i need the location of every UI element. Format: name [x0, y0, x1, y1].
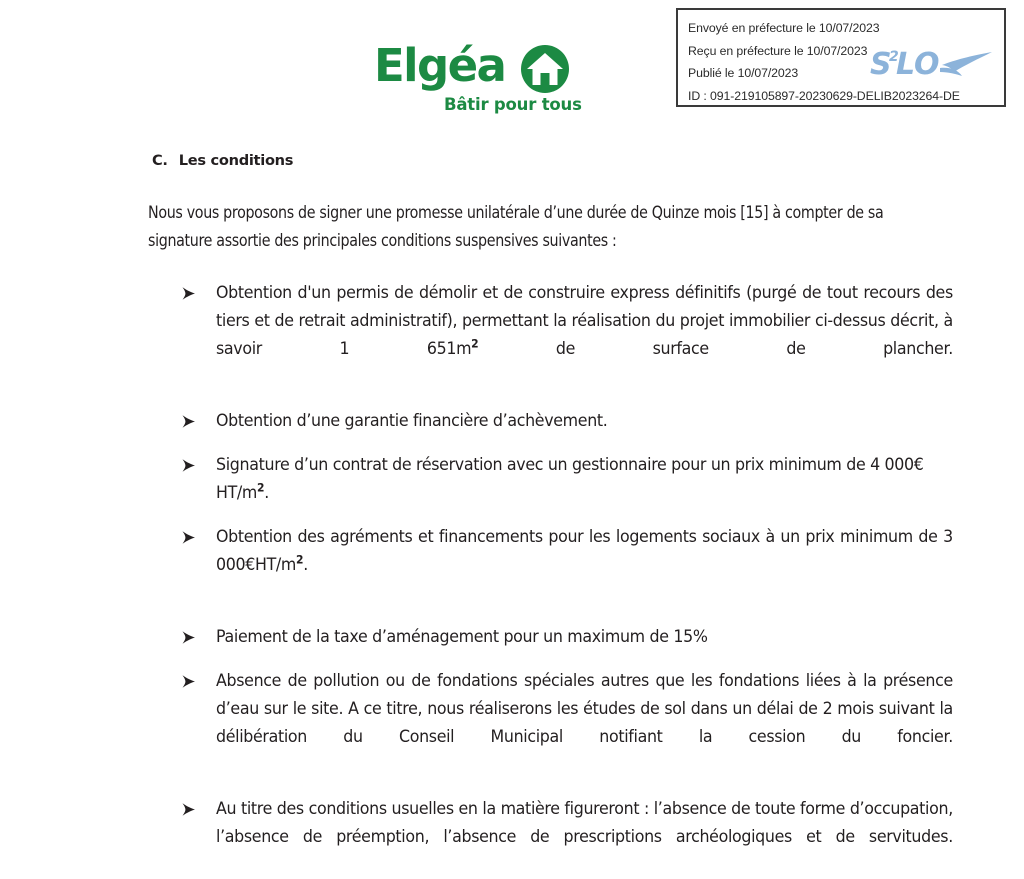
brand-wordmark: Elgéa	[374, 39, 506, 92]
list-item-text: Obtention d’une garantie financière d’achèvement.	[216, 411, 608, 430]
list-item-text: Paiement de la taxe d’aménagement pour un maximum de 15%	[216, 627, 708, 646]
svg-text:LO: LO	[896, 47, 940, 82]
list-item-text: Au titre des conditions usuelles en la matière figureront : l’absence de toute forme d’occupation, l’absence de préemption, l’absence de prescriptions archéologiques et de servitudes.	[216, 799, 953, 846]
arrowhead-bullet-icon	[181, 286, 196, 301]
arrowhead-bullet-icon	[181, 630, 196, 645]
list-item	[178, 407, 953, 435]
list-item-text: Absence de pollution ou de fondations spéciales autres que les fondations liées à la présence d’eau sur le site. A ce titre, nous réaliserons les études de sol dans un délai de 2 mois suivant la délibération du Conseil Municipal notifiant la cession du foncier.	[216, 671, 953, 746]
intro-paragraph: Nous vous proposons de signer une promesse unilatérale d’une durée de Quinze mois [15] à compter de sa signature assortie des principales conditions suspensives suivantes :	[148, 203, 884, 250]
stamp-line-id: ID : 091-219105897-20230629-DELIB2023264-DE	[688, 88, 960, 103]
list-item	[178, 451, 953, 507]
list-item	[178, 279, 953, 391]
arrowhead-bullet-icon	[181, 530, 196, 545]
document-body	[0, 150, 1024, 879]
list-item-text: Signature d’un contrat de réservation avec un gestionnaire pour un prix minimum de 4 000€ $HT/m^2$.	[216, 455, 924, 502]
list-item	[178, 623, 953, 651]
list-item	[178, 523, 953, 607]
section-title: Les conditions	[174, 152, 294, 169]
stamp-line-sent: Envoyé en préfecture le 10/07/2023	[688, 21, 880, 35]
elgea-logo	[374, 40, 589, 118]
section-letter: C.	[152, 152, 168, 169]
list-item-text: Obtention des agréments et financements pour les logements sociaux à un prix minimum de 3 $000€HT/m^2$.	[216, 527, 953, 574]
section-heading	[152, 150, 1024, 172]
stamp-line-received: Reçu en préfecture le 10/07/2023	[688, 43, 868, 58]
list-item	[178, 795, 953, 879]
arrowhead-bullet-icon	[181, 802, 196, 817]
arrowhead-bullet-icon	[181, 458, 196, 473]
stamp-text-block	[688, 17, 988, 107]
conditions-list	[0, 279, 1024, 879]
list-item	[178, 667, 953, 779]
list-item-text: Obtention d'un permis de démolir et de construire express définitifs (purgé de tout recours des tiers et de retrait administratif), permettant la réalisation du projet immobilier ci-dessus décrit, à savoir 1 $651m^2$ de surface de plancher.	[216, 283, 953, 358]
arrowhead-bullet-icon	[181, 414, 196, 429]
stamp-line-published: Publié le 10/07/2023	[688, 66, 799, 80]
prefecture-stamp-box	[676, 8, 1006, 107]
brand-tagline: Bâtir pour tous	[444, 95, 582, 114]
svg-text:2: 2	[889, 49, 899, 65]
arrowhead-bullet-icon	[181, 674, 196, 689]
house-in-circle-icon	[520, 44, 570, 94]
svg-text:S: S	[870, 47, 892, 82]
